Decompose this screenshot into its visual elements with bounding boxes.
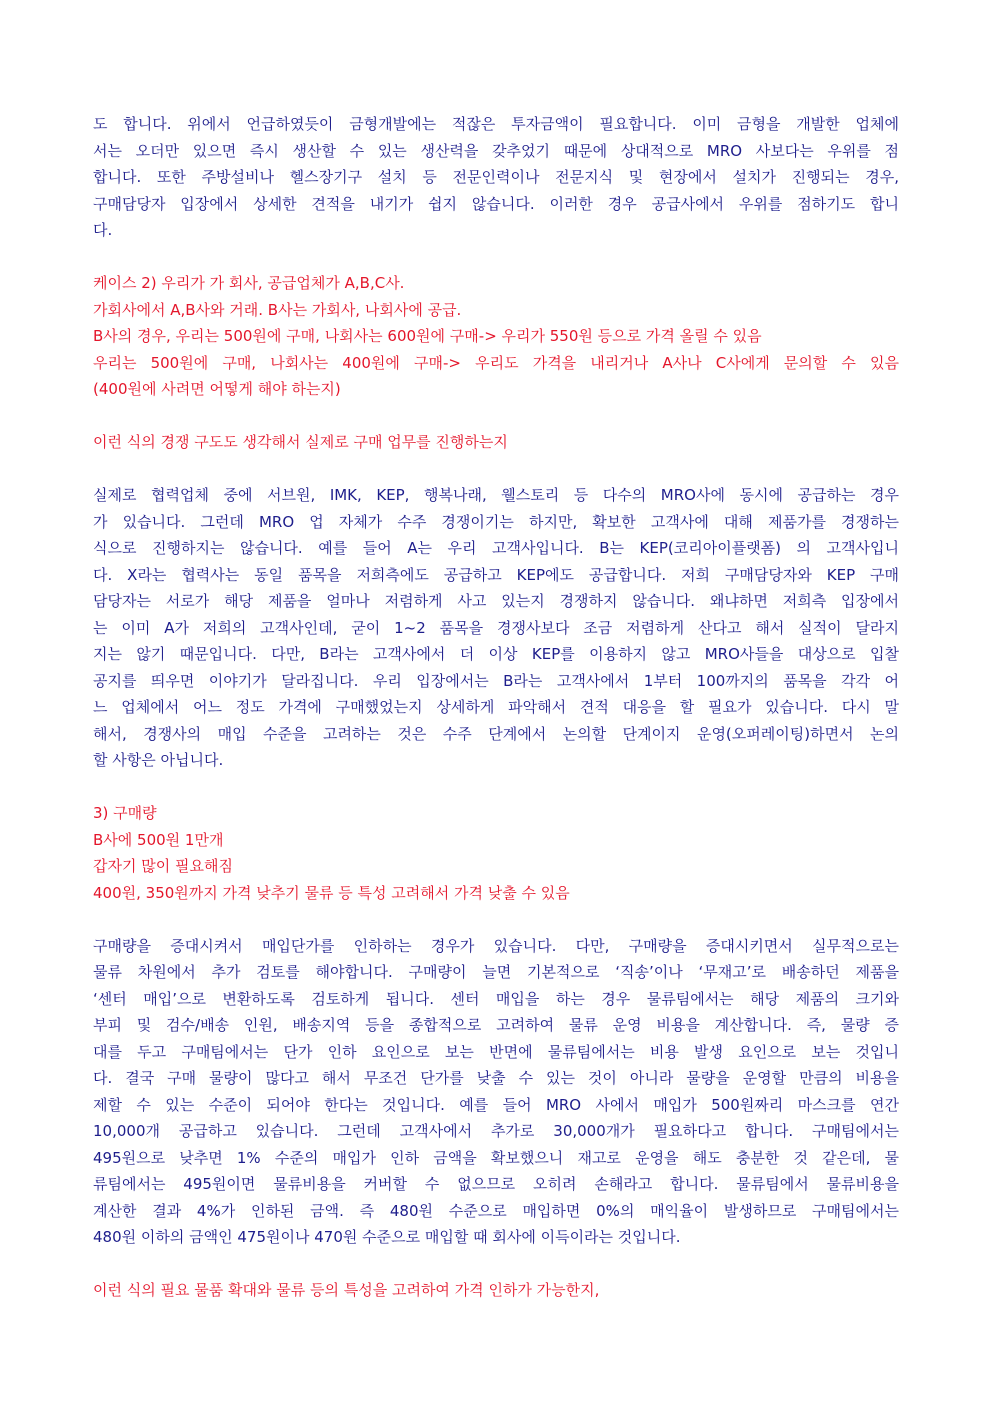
note-line: 3) 구매량: [93, 804, 157, 822]
text-line: 지는 않기 때문입니다. 다만, B라는 고객사에서 더 이상 KEP를 이용하지 않고 MRO사들을 대상으로 입찰: [93, 645, 899, 663]
note-line: B사의 경우, 우리는 500원에 구매, 나회사는 600원에 구매-> 우리가 550원 등으로 가격 올릴 수 있음: [93, 327, 762, 345]
text-line: 다. 결국 구매 물량이 많다고 해서 무조건 단가를 낮출 수 있는 것이 아니라 물량을 운영할 만큼의 비용을: [93, 1069, 899, 1087]
text-line: 합니다. 또한 주방설비나 헬스장기구 설치 등 전문인력이나 전문지식 및 현장에서 설치가 진행되는 경우,: [93, 168, 899, 186]
note-line: 케이스 2) 우리가 가 회사, 공급업체가 A,B,C사.: [93, 274, 405, 292]
text-line: 해서, 경쟁사의 매입 수준을 고려하는 것은 수주 단계에서 논의할 단계이지 운영(오퍼레이팅)하면서 논의: [93, 724, 899, 743]
text-line: 느 업체에서 어느 정도 가격에 구매했었는지 상세하게 파악해서 견적 대응을 할 필요가 있습니다. 다시 말: [93, 698, 899, 716]
text-line: 다. X라는 협력사는 동일 품목을 저희측에도 공급하고 KEP에도 공급합니다. 저희 구매담당자와 KEP 구매: [93, 565, 899, 584]
text-line: ‘센터 매입’으로 변환하도록 검토하게 됩니다. 센터 매입을 하는 경우 물류팀에서는 해당 제품의 크기와: [93, 989, 899, 1008]
text-line: 다.: [93, 221, 113, 239]
text-line: 할 사항은 아닙니다.: [93, 751, 224, 769]
text-line: 10,000개 공급하고 있습니다. 그런데 고객사에서 추가로 30,000개가 필요하다고 합니다. 구매팀에서는: [93, 1122, 899, 1140]
note-line: 갑자기 많이 필요해짐: [93, 857, 233, 875]
document-page: [93, 111, 899, 1304]
text-line: 실제로 협력업체 중에 서브원, IMK, KEP, 행복나래, 웰스토리 등 다수의 MRO사에 동시에 공급하는 경우: [93, 486, 899, 504]
text-line: 도 합니다. 위에서 언급하였듯이 금형개발에는 적잖은 투자금액이 필요합니다. 이미 금형을 개발한 업체에: [93, 115, 899, 133]
text-line: 물류 차원에서 추가 검토를 해야합니다. 구매량이 늘면 기본적으로 ‘직송’이나 ‘무재고’로 배송하던 제품을: [93, 963, 899, 981]
text-line: 가 있습니다. 그런데 MRO 업 자체가 수주 경쟁이기는 하지만, 확보한 고객사에 대해 제품가를 경쟁하는: [93, 512, 899, 531]
text-line: 구매담당자 입장에서 상세한 견적을 내기가 쉽지 않습니다. 이러한 경우 공급사에서 우위를 점하기도 합니: [93, 194, 899, 213]
text-line: 495원으로 낮추면 1% 수준의 매입가 인하 금액을 확보했으니 재고로 운영을 해도 충분한 것 같은데, 물: [93, 1148, 899, 1167]
case-3-notes: [93, 800, 899, 906]
question-volume: [93, 1277, 899, 1304]
text-line: 는 이미 A가 저희의 고객사인데, 굳이 1~2 품목을 경쟁사보다 조금 저렴하게 산다고 해서 실적이 달라지: [93, 618, 899, 637]
text-line: 구매량을 증대시켜서 매입단가를 인하하는 경우가 있습니다. 다만, 구매량을 증대시키면서 실무적으로는: [93, 936, 899, 955]
text-line: 담당자는 서로가 해당 제품을 얼마나 저렴하게 사고 있는지 경쟁하지 않습니다. 왜냐하면 저희측 입장에서: [93, 592, 899, 610]
text-line: 부피 및 검수/배송 인원, 배송지역 등을 종합적으로 고려하여 물류 운영 비용을 계산합니다. 즉, 물량 증: [93, 1016, 899, 1034]
note-line: B사에 500원 1만개: [93, 830, 224, 849]
text-line: 류팀에서는 495원이면 물류비용을 커버할 수 없으므로 오히려 손해라고 합니다. 물류팀에서 물류비용을: [93, 1175, 899, 1193]
question-competition: [93, 429, 899, 456]
text-line: 480원 이하의 금액인 475원이나 470원 수준으로 매입할 때 회사에 이득이라는 것입니다.: [93, 1228, 681, 1246]
note-line: (400원에 사려면 어떻게 해야 하는지): [93, 380, 341, 398]
text-line: 공지를 띄우면 이야기가 달라집니다. 우리 입장에서는 B라는 고객사에서 1부터 100까지의 품목을 각각 어: [93, 671, 899, 690]
note-line: 가회사에서 A,B사와 거래. B사는 가회사, 나회사에 공급.: [93, 300, 462, 319]
text-line: 계산한 결과 4%가 인하된 금액. 즉 480원 수준으로 매입하면 0%의 매익율이 발생하므로 구매팀에서는: [93, 1201, 899, 1220]
paragraph-competition-answer: [93, 482, 899, 774]
paragraph-mold-development: [93, 111, 899, 244]
text-line: 제할 수 있는 수준이 되어야 한다는 것입니다. 예를 들어 MRO 사에서 매입가 500원짜리 마스크를 연간: [93, 1095, 899, 1114]
text-line: 대를 두고 구매팀에서는 단가 인하 요인으로 보는 반면에 물류팀에서는 비용 발생 요인으로 보는 것입니: [93, 1042, 899, 1061]
text-line: 서는 오더만 있으면 즉시 생산할 수 있는 생산력을 갖추었기 때문에 상대적으로 MRO 사보다는 우위를 점: [93, 141, 899, 160]
paragraph-volume-answer: [93, 933, 899, 1251]
note-line: 우리는 500원에 구매, 나회사는 400원에 구매-> 우리도 가격을 내리거나 A사나 C사에게 문의할 수 있음: [93, 353, 899, 372]
question-line: 이런 식의 경쟁 구도도 생각해서 실제로 구매 업무를 진행하는지: [93, 433, 508, 451]
note-line: 400원, 350원까지 가격 낮추기 물류 등 특성 고려해서 가격 낮출 수 있음: [93, 883, 570, 902]
text-line: 식으로 진행하지는 않습니다. 예를 들어 A는 우리 고객사입니다. B는 KEP(코리아이플랫폼) 의 고객사입니: [93, 539, 899, 557]
question-line: 이런 식의 필요 물품 확대와 물류 등의 특성을 고려하여 가격 인하가 가능한지,: [93, 1281, 600, 1299]
case-2-notes: [93, 270, 899, 403]
